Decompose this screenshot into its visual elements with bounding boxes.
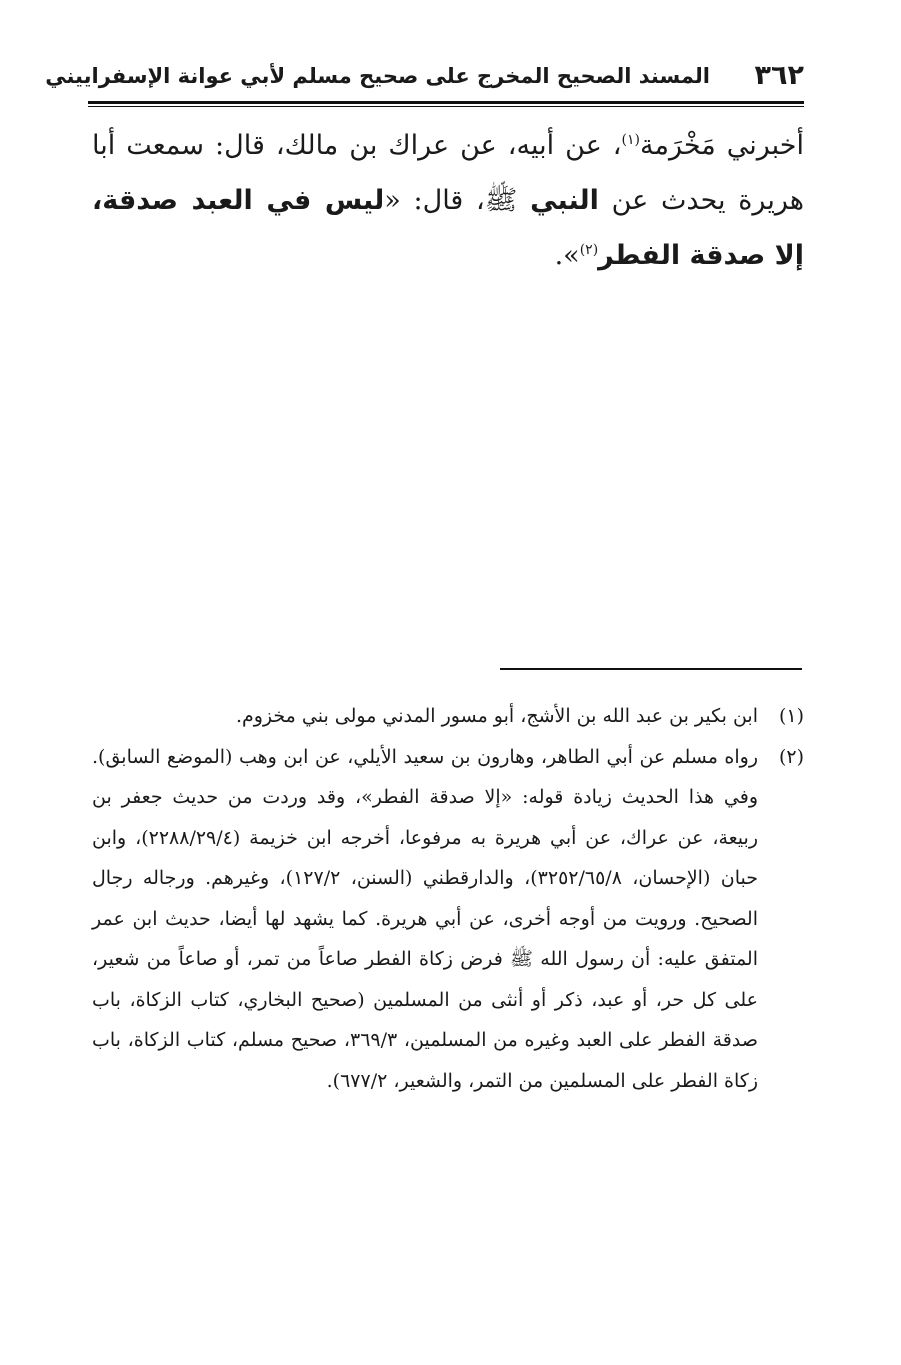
footnote-text: رواه مسلم عن أبي الطاهر، وهارون بن سعيد الأيلي، عن ابن وهب (الموضع السابق). وفي هذا الحديث زيادة قوله: «إلا صدقة الفطر»، وقد وردت من حديث جعفر بن ربيعة، عن عراك، عن أبي هريرة به مرفوعا، أخرجه ابن خزيمة (٢٢٨٨/٢٩/٤)، وابن حبان (الإحسان، ٣٢٥٢/٦٥/٨)، والدارقطني (السنن، ١٢٧/٢)، وغيرهم. ورجاله رجال الصحيح. ورويت من أوجه أخرى، عن أبي هريرة. كما يشهد لها أيضا، حديث ابن عمر المتفق عليه: أن رسول الله ﷺ فرض زكاة الفطر صاعاً من تمر، أو صاعاً من شعير، على كل حر، أو عبد، ذكر أو أنثى من المسلمين (صحيح البخاري، كتاب الزكاة، باب صدقة الفطر على العبد وغيره من المسلمين، ٣٦٩/٣، صحيح مسلم، كتاب الزكاة، باب زكاة الفطر على المسلمين من التمر، والشعير، ٦٧٧/٢).	[92, 745, 759, 1092]
quote-open: «	[384, 185, 401, 216]
footnote-separator	[500, 668, 802, 670]
footnote-number: (٢)	[778, 745, 804, 768]
header-rule	[88, 101, 804, 107]
footnote-number: (١)	[778, 705, 804, 727]
footnotes	[92, 696, 804, 1101]
prophet-name: النبي	[530, 185, 599, 216]
main-text	[92, 118, 804, 283]
footnote-marker-2[interactable]: (٢)	[579, 242, 599, 258]
footnote-marker-1[interactable]: (١)	[621, 132, 640, 148]
page-header	[45, 58, 804, 100]
running-title: المسند الصحيح المخرج على صحيح مسلم لأبي عوانة الإسفراييني	[45, 64, 710, 88]
hadith-paragraph	[92, 118, 804, 283]
page-number: ٣٦٢	[754, 60, 804, 91]
quote-close: ».	[554, 240, 580, 271]
footnote-text: ابن بكير بن عبد الله بن الأشج، أبو مسور المدني مولى بني مخزوم.	[235, 705, 758, 727]
chain-start: أخبرني مَخْرَمة	[640, 130, 804, 161]
salutation: ﷺ، قال:	[400, 185, 531, 216]
footnote-1	[92, 696, 804, 737]
footnote-2	[92, 737, 804, 1102]
hadith-text: ليس في العبد صدقة، إلا صدقة الفطر	[92, 185, 804, 271]
chain-continued: ، عن أبيه، عن عراك بن مالك، قال: سمعت أبا هريرة يحدث عن	[92, 130, 804, 216]
